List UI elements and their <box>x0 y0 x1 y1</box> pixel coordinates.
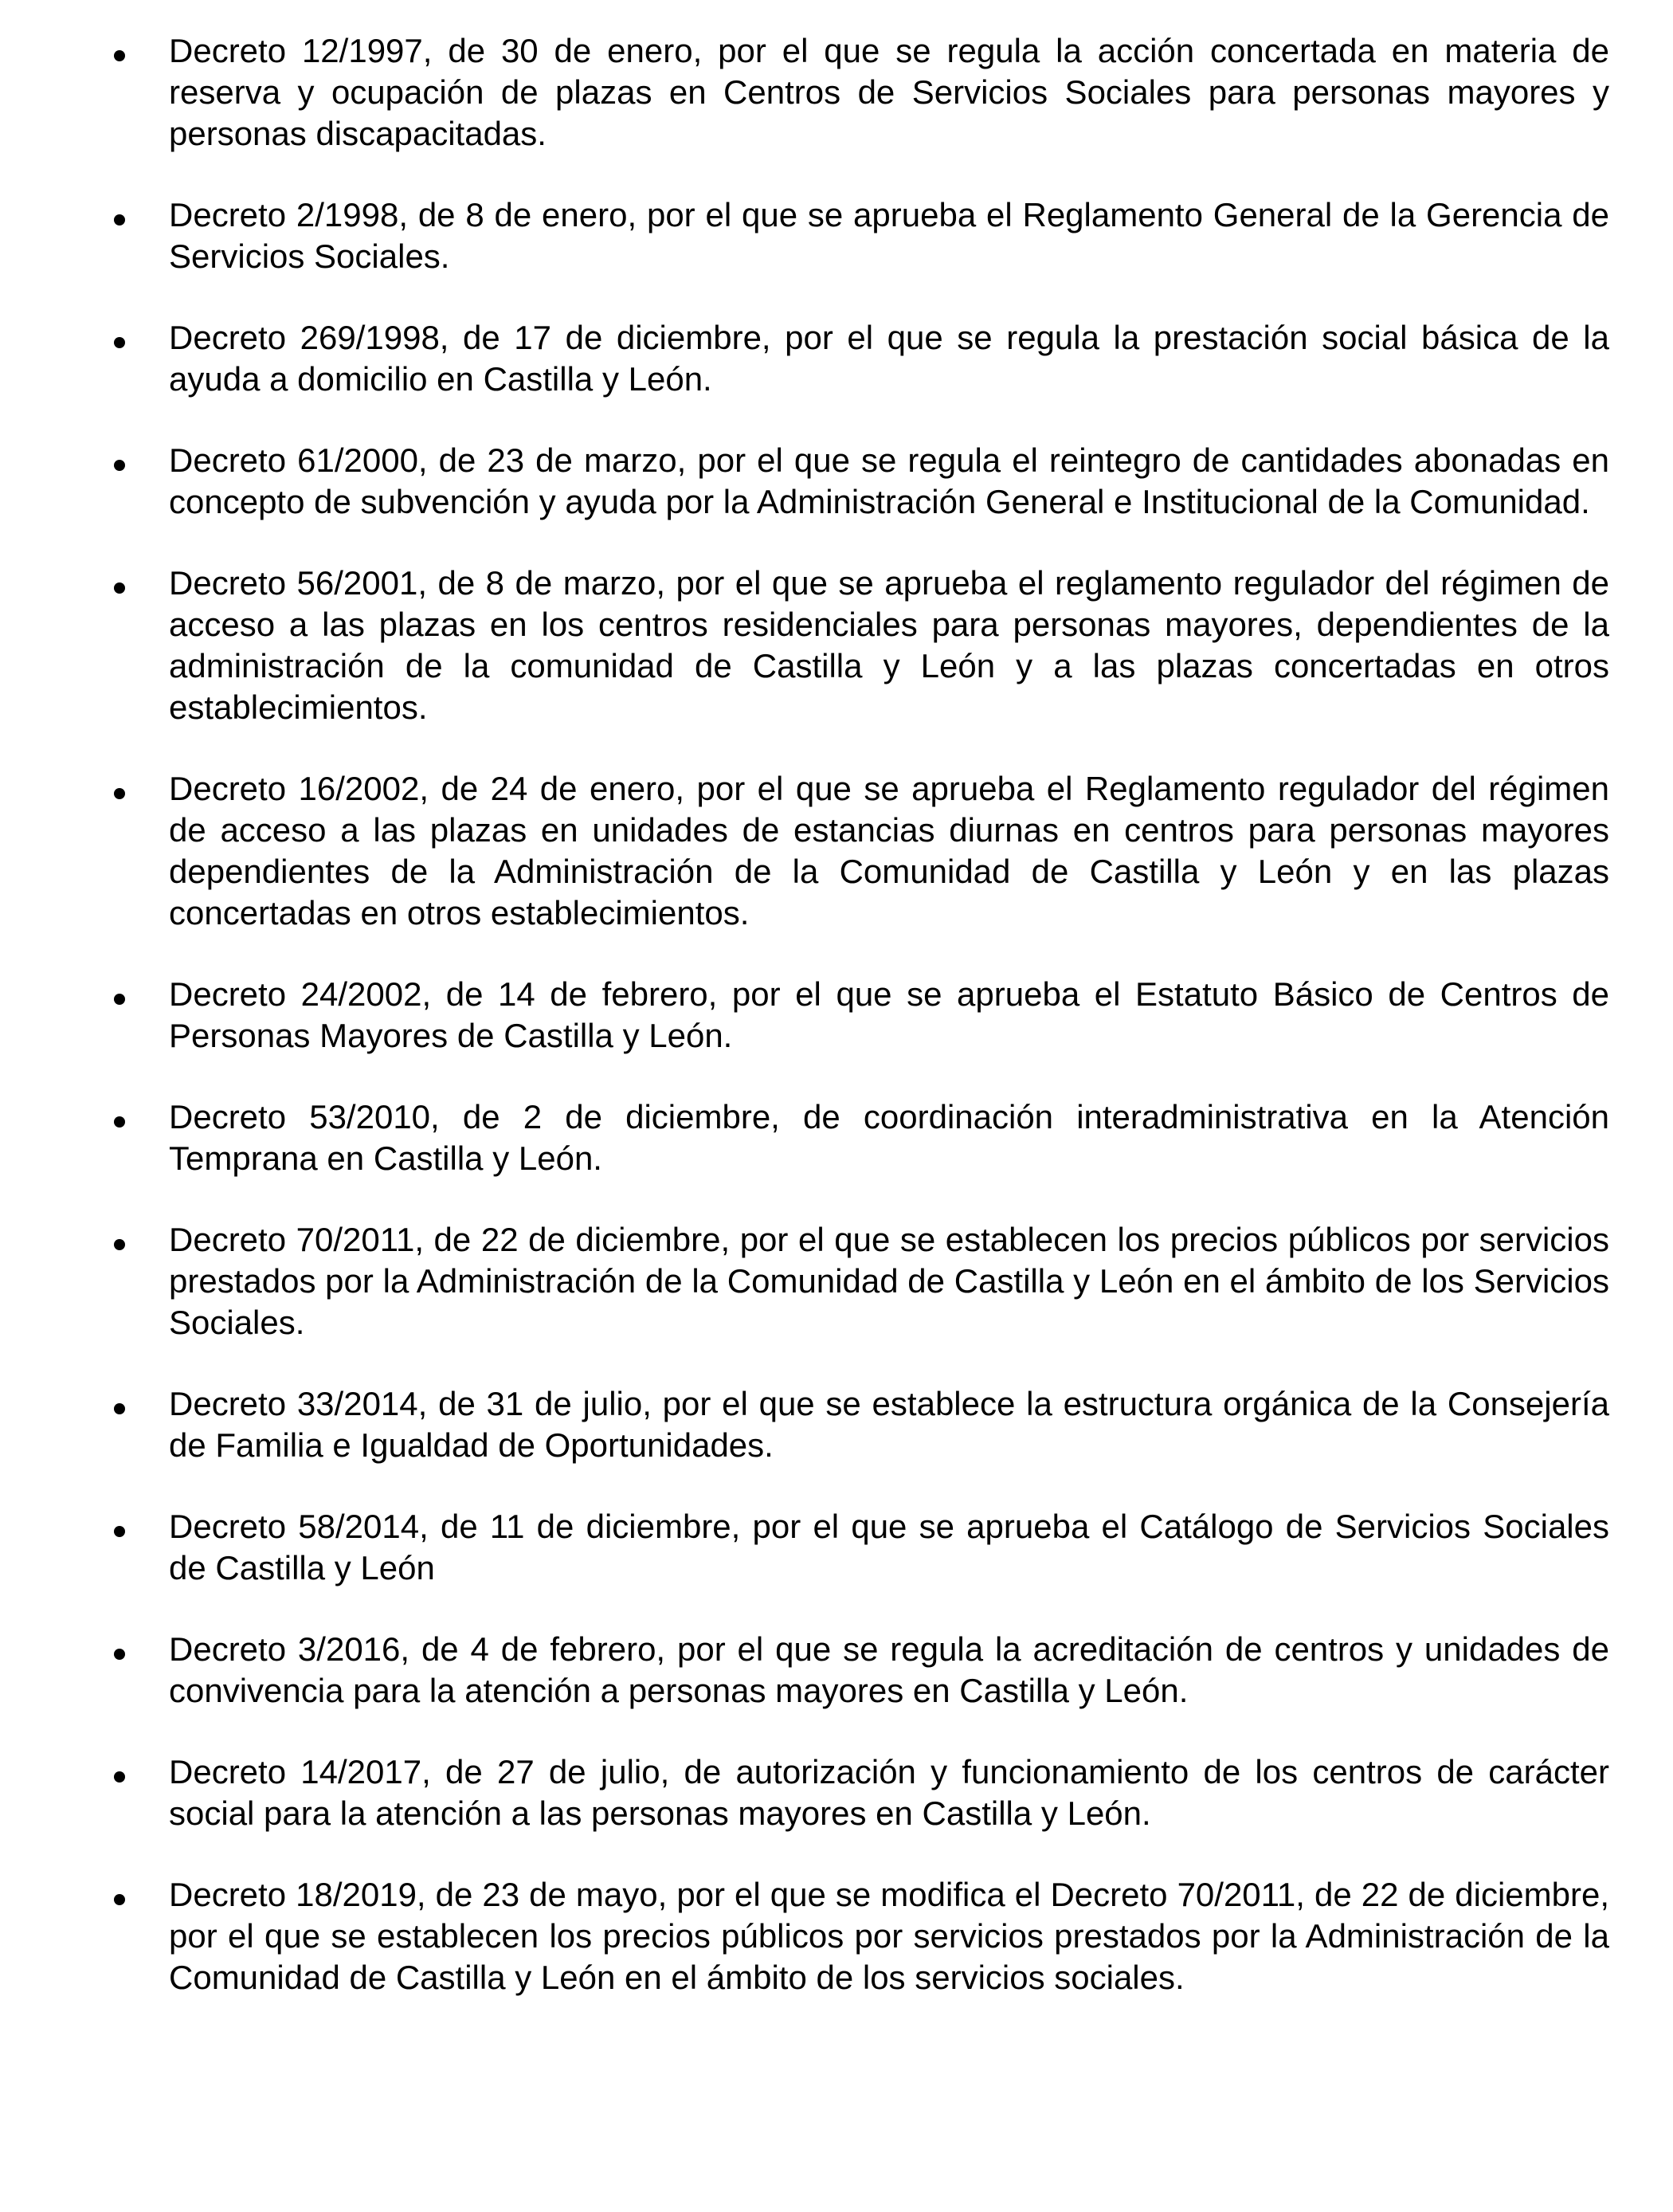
decree-text: Decreto 33/2014, de 31 de julio, por el que se establece la estructura orgánica de la Consejería de Familia e Igualdad de Oportunidades. <box>169 1385 1609 1464</box>
list-item <box>0 974 1673 1057</box>
bullet-icon <box>114 1116 125 1128</box>
bullet-icon <box>114 1239 125 1250</box>
bullet-icon <box>114 994 125 1005</box>
decree-text: Decreto 53/2010, de 2 de diciembre, de coordinación interadministrativa en la Atención Temprana en Castilla y León. <box>169 1098 1609 1177</box>
list-item <box>0 194 1673 277</box>
bullet-icon <box>114 1771 125 1783</box>
bullet-icon <box>114 1526 125 1537</box>
list-item <box>0 317 1673 400</box>
decree-text: Decreto 24/2002, de 14 de febrero, por el que se aprueba el Estatuto Básico de Centros de Personas Mayores de Castilla y León. <box>169 975 1609 1054</box>
bullet-icon <box>114 337 125 348</box>
decree-text: Decreto 18/2019, de 23 de mayo, por el que se modifica el Decreto 70/2011, de 22 de diciembre, por el que se establecen los precios públicos por servicios prestados por la Administración de la Comunidad de Castilla y León en el ámbito de los servicios sociales. <box>169 1876 1609 1996</box>
bullet-icon <box>114 1403 125 1414</box>
list-item <box>0 440 1673 523</box>
decree-text: Decreto 2/1998, de 8 de enero, por el que se aprueba el Reglamento General de la Gerencia de Servicios Sociales. <box>169 196 1609 275</box>
decree-text: Decreto 56/2001, de 8 de marzo, por el que se aprueba el reglamento regulador del régimen de acceso a las plazas en los centros residenciales para personas mayores, dependientes de la administración de la comunidad de Castilla y León y a las plazas concertadas en otros establecimientos. <box>169 564 1609 726</box>
bullet-icon <box>114 1649 125 1660</box>
bullet-icon <box>114 1894 125 1905</box>
list-item <box>0 563 1673 728</box>
list-item <box>0 1219 1673 1343</box>
list-item <box>0 1506 1673 1589</box>
bullet-icon <box>114 50 125 61</box>
list-item <box>0 1096 1673 1179</box>
decree-text: Decreto 3/2016, de 4 de febrero, por el que se regula la acreditación de centros y unidades de convivencia para la atención a personas mayores en Castilla y León. <box>169 1630 1609 1709</box>
bullet-icon <box>114 582 125 594</box>
decree-text: Decreto 58/2014, de 11 de diciembre, por el que se aprueba el Catálogo de Servicios Sociales de Castilla y León <box>169 1508 1609 1586</box>
decree-text: Decreto 61/2000, de 23 de marzo, por el que se regula el reintegro de cantidades abonadas en concepto de subvención y ayuda por la Administración General e Institucional de la Comunidad. <box>169 441 1609 520</box>
bullet-icon <box>114 214 125 226</box>
list-item <box>0 768 1673 934</box>
bullet-icon <box>114 460 125 471</box>
list-item <box>0 1874 1673 1998</box>
decree-text: Decreto 14/2017, de 27 de julio, de autorización y funcionamiento de los centros de carácter social para la atención a las personas mayores en Castilla y León. <box>169 1753 1609 1832</box>
list-item <box>0 1383 1673 1466</box>
list-item <box>0 1629 1673 1712</box>
list-item <box>0 1751 1673 1834</box>
decree-text: Decreto 70/2011, de 22 de diciembre, por el que se establecen los precios públicos por servicios prestados por la Administración de la Comunidad de Castilla y León en el ámbito de los Servicios Sociales. <box>169 1221 1609 1341</box>
decree-text: Decreto 269/1998, de 17 de diciembre, por el que se regula la prestación social básica de la ayuda a domicilio en Castilla y León. <box>169 319 1609 398</box>
decree-text: Decreto 12/1997, de 30 de enero, por el que se regula la acción concertada en materia de reserva y ocupación de plazas en Centros de Servicios Sociales para personas mayores y personas discapacitadas. <box>169 32 1609 152</box>
list-item <box>0 30 1673 155</box>
decree-text: Decreto 16/2002, de 24 de enero, por el que se aprueba el Reglamento regulador del régimen de acceso a las plazas en unidades de estancias diurnas en centros para personas mayores dependientes de la Administración de la Comunidad de Castilla y León y en las plazas concertadas en otros establecimientos. <box>169 770 1609 931</box>
bullet-icon <box>114 788 125 799</box>
decree-list <box>0 30 1673 1998</box>
